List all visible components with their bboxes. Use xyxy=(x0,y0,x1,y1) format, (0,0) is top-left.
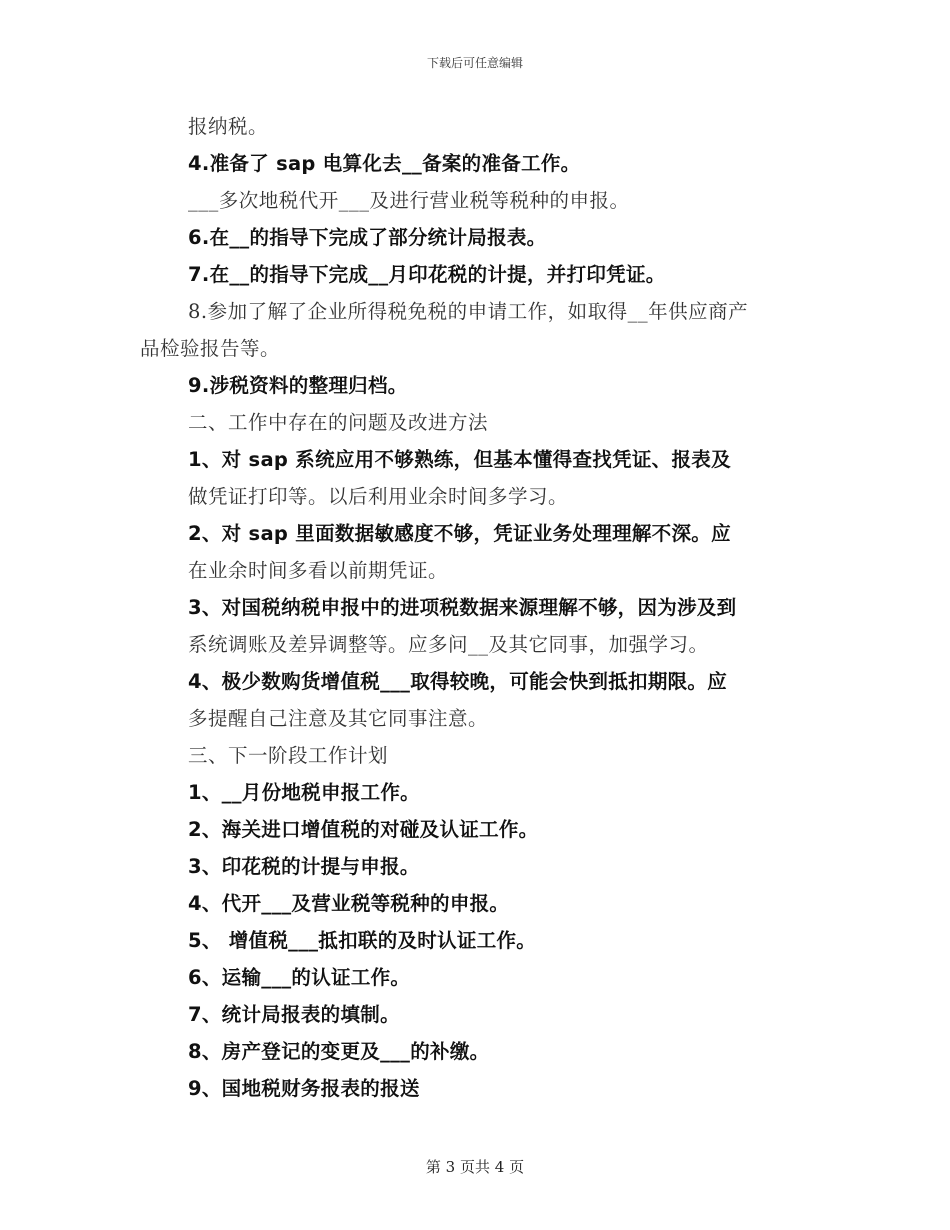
text-line: 8、房产登记的变更及___的补缴。 xyxy=(188,1040,490,1063)
text-line: 2、海关进口增值税的对碰及认证工作。 xyxy=(188,818,539,841)
text-line: 4.准备了 sap 电算化去__备案的准备工作。 xyxy=(188,152,581,175)
text-line: 1、__月份地税申报工作。 xyxy=(188,781,420,804)
text-line: 8.参加了解了企业所得税免税的申请工作，如取得__年供应商产 xyxy=(188,300,749,323)
page-header: 下载后可任意编辑 xyxy=(426,56,523,70)
text-line: 在业余时间多看以前期凭证。 xyxy=(188,559,449,582)
text-line: 2、对 sap 里面数据敏感度不够，凭证业务处理理解不深。应 xyxy=(188,522,731,545)
text-line: ___多次地税代开___及进行营业税等税种的申报。 xyxy=(188,189,630,212)
text-line: 系统调账及差异调整等。应多问__及其它同事，加强学习。 xyxy=(188,633,709,656)
text-line: 6.在__的指导下完成了部分统计局报表。 xyxy=(188,226,547,249)
page-footer: 第 3 页共 4 页 xyxy=(425,1158,525,1176)
text-line: 3、对国税纳税申报中的进项税数据来源理解不够，因为涉及到 xyxy=(188,596,737,619)
text-line: 三、下一阶段工作计划 xyxy=(188,744,389,767)
text-line: 报纳税。 xyxy=(188,115,269,138)
text-line: 3、印花税的计提与申报。 xyxy=(188,855,420,878)
text-line: 9、国地税财务报表的报送 xyxy=(188,1077,420,1100)
text-line: 6、运输___的认证工作。 xyxy=(188,966,411,989)
text-line: 二、工作中存在的问题及改进方法 xyxy=(188,411,489,434)
text-line: 9.涉税资料的整理归档。 xyxy=(188,374,408,397)
text-line: 5、 增值税___抵扣联的及时认证工作。 xyxy=(188,929,537,952)
text-line: 品检验报告等。 xyxy=(140,337,281,360)
text-line: 多提醒自己注意及其它同事注意。 xyxy=(188,707,489,730)
text-line: 7、统计局报表的填制。 xyxy=(188,1003,400,1026)
text-line: 7.在__的指导下完成__月印花税的计提，并打印凭证。 xyxy=(188,263,666,286)
text-line: 1、对 sap 系统应用不够熟练，但基本懂得查找凭证、报表及 xyxy=(188,448,731,471)
document-body xyxy=(140,108,820,1107)
text-line: 4、代开___及营业税等税种的申报。 xyxy=(188,892,510,915)
text-line: 4、极少数购货增值税___取得较晚，可能会快到抵扣期限。应 xyxy=(188,670,728,693)
text-line: 做凭证打印等。以后利用业余时间多学习。 xyxy=(188,485,569,508)
